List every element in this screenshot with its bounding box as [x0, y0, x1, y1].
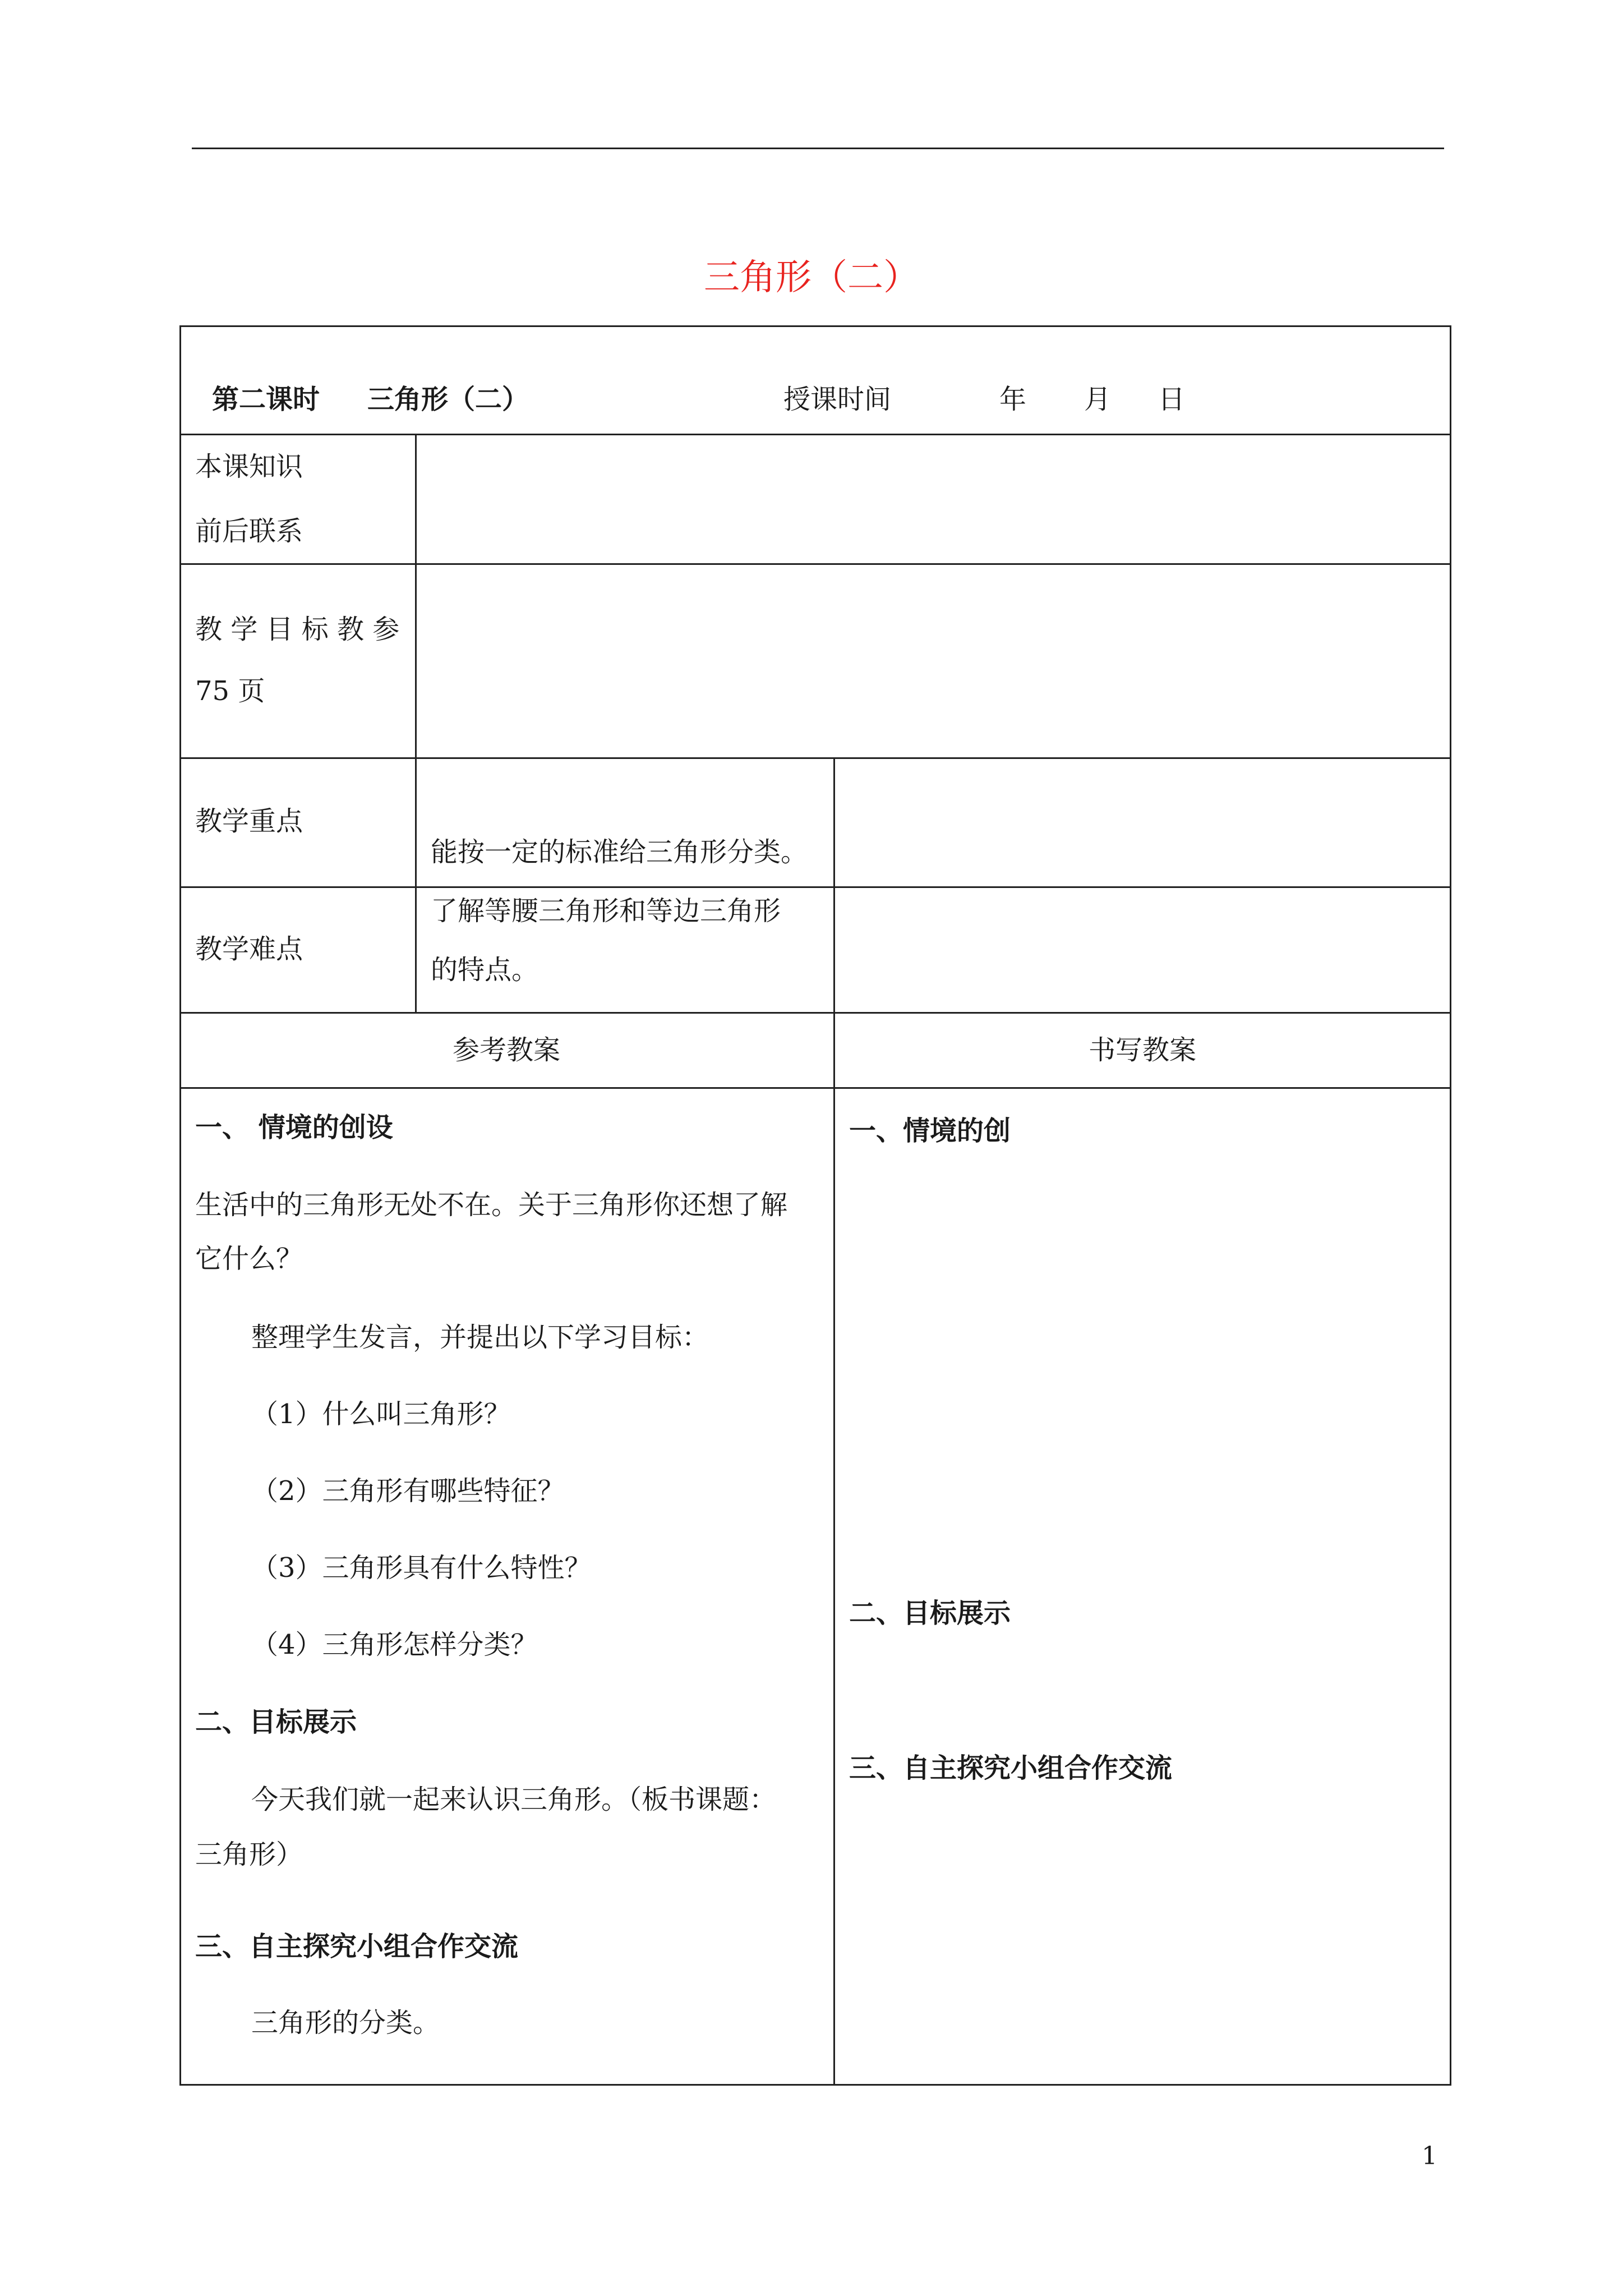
year-label: 年 — [999, 384, 1027, 415]
section-heading: 一、情境的创 — [849, 1115, 1011, 1147]
section-heading: 二、目标展示 — [849, 1598, 1011, 1629]
row-divider — [179, 434, 1451, 435]
knowledge-label: 本课知识 — [195, 451, 303, 482]
paragraph: 它什么？ — [195, 1243, 303, 1274]
question-item: （1）什么叫三角形？ — [251, 1398, 511, 1430]
section-heading: 三、自主探究小组合作交流 — [195, 1931, 519, 1962]
section-heading: 二、目标展示 — [195, 1706, 357, 1738]
reference-plan-header: 参考教案 — [452, 1034, 560, 1066]
paragraph: 今天我们就一起来认识三角形。（板书课题： — [251, 1784, 777, 1815]
question-item: （2）三角形有哪些特征？ — [251, 1475, 565, 1507]
objectives-label: 75 页 — [195, 675, 265, 707]
difficulties-text: 的特点。 — [431, 954, 539, 986]
teaching-time-label: 授课时间 — [783, 384, 892, 415]
written-plan-header: 书写教案 — [1088, 1034, 1196, 1066]
knowledge-label: 前后联系 — [195, 516, 303, 547]
difficulties-label: 教学难点 — [195, 933, 303, 965]
question-item: （4）三角形怎样分类？ — [251, 1629, 538, 1660]
page-number: 1 — [1422, 2142, 1437, 2170]
section-heading: 一、 情境的创设 — [195, 1112, 393, 1143]
paragraph: 三角形的分类。 — [251, 2007, 440, 2039]
lesson-number: 第二课时 — [212, 384, 320, 415]
objectives-label: 教 学 目 标 教 参 — [195, 614, 400, 645]
row-divider — [179, 1012, 1451, 1014]
question-item: （3）三角形具有什么特性？ — [251, 1552, 592, 1584]
key-points-label: 教学重点 — [195, 806, 303, 837]
day-label: 日 — [1158, 384, 1186, 415]
row-divider — [179, 563, 1451, 565]
month-label: 月 — [1084, 384, 1112, 415]
row-divider — [179, 886, 1451, 888]
paragraph: 三角形） — [195, 1839, 303, 1870]
section-heading: 三、自主探究小组合作交流 — [849, 1752, 1173, 1784]
row-divider — [179, 1087, 1451, 1089]
page-title: 三角形（二） — [704, 257, 919, 298]
difficulties-text: 了解等腰三角形和等边三角形 — [431, 895, 781, 927]
paragraph: 生活中的三角形无处不在。关于三角形你还想了解 — [195, 1189, 788, 1221]
row-divider — [179, 757, 1451, 759]
lesson-topic: 三角形（二） — [367, 384, 529, 415]
header-rule — [192, 148, 1444, 149]
plan-column-divider — [833, 757, 835, 2086]
key-points-text: 能按一定的标准给三角形分类。 — [431, 836, 808, 868]
paragraph: 整理学生发言，并提出以下学习目标： — [251, 1322, 709, 1353]
label-column-divider — [415, 434, 417, 1013]
